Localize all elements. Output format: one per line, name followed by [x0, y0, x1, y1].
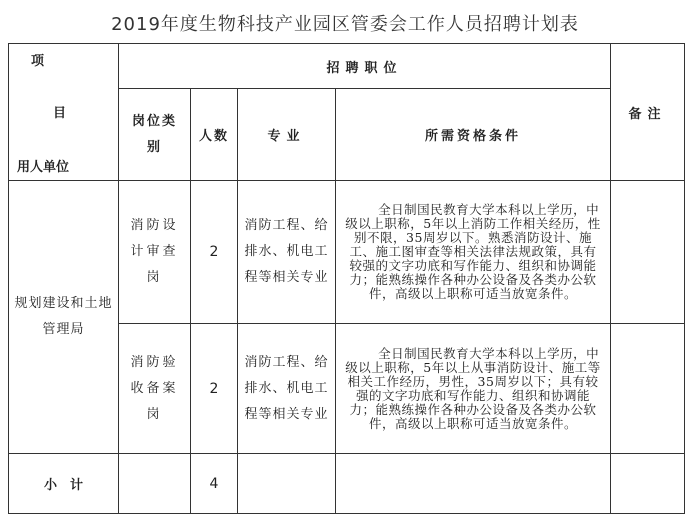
headcount-header: 人数 — [191, 89, 238, 181]
employer-unit-cell: 规划建设和土地管理局 — [9, 181, 119, 454]
major-header: 专业 — [238, 89, 336, 181]
requirements-text: 全日制国民教育大学本科以上学历，中级以上职称，5年以上消防工作相关经历，性别不限，35周岁以下。熟悉消防设计、施工、施工图审查等相关法律法规政策，具有较强的文字功底和写作能力、组织和协调能力；能熟练操作各种办公设备及各类办公软件，高级以上职称可适当放宽条件。 — [345, 202, 601, 301]
post-category-header: 岗位类别 — [119, 89, 191, 181]
recruit-positions-header: 招聘职位 — [119, 44, 611, 89]
subtotal-label: 小 计 — [9, 454, 119, 514]
subtotal-empty-cell — [336, 454, 611, 514]
corner-header-cell — [9, 44, 119, 181]
remark-cell — [611, 181, 685, 324]
corner-label-mid: 目 — [53, 106, 67, 121]
corner-label-item: 项 — [31, 54, 45, 69]
requirements-text: 全日制国民教育大学本科以上学历，中级以上职称，5年以上从事消防设计、施工等相关工作经历，男性，35周岁以下；具有较强的文字功底和写作能力、组织和协调能力；能熟练操作各种办公设备及各类办公软件，高级以上职称可适当放宽条件。 — [345, 345, 601, 431]
recruitment-plan-table — [8, 43, 685, 514]
major-cell: 消防工程、给排水、机电工程等相关专业 — [238, 324, 336, 454]
subtotal-empty-cell — [611, 454, 685, 514]
requirements-header: 所需资格条件 — [336, 89, 611, 181]
remark-cell — [611, 324, 685, 454]
headcount-cell: 2 — [191, 181, 238, 324]
subtotal-empty-cell — [238, 454, 336, 514]
requirements-cell — [336, 181, 611, 324]
page-title: 2019年度生物科技产业园区管委会工作人员招聘计划表 — [111, 14, 579, 35]
post-category-cell: 消防设计审查岗 — [119, 181, 191, 324]
remark-header: 备注 — [611, 44, 685, 181]
requirements-cell — [336, 324, 611, 454]
subtotal-count: 4 — [191, 454, 238, 514]
major-cell: 消防工程、给排水、机电工程等相关专业 — [238, 181, 336, 324]
subtotal-empty-cell — [119, 454, 191, 514]
post-category-cell: 消防验收备案岗 — [119, 324, 191, 454]
headcount-cell: 2 — [191, 324, 238, 454]
corner-label-unit: 用人单位 — [17, 160, 70, 175]
